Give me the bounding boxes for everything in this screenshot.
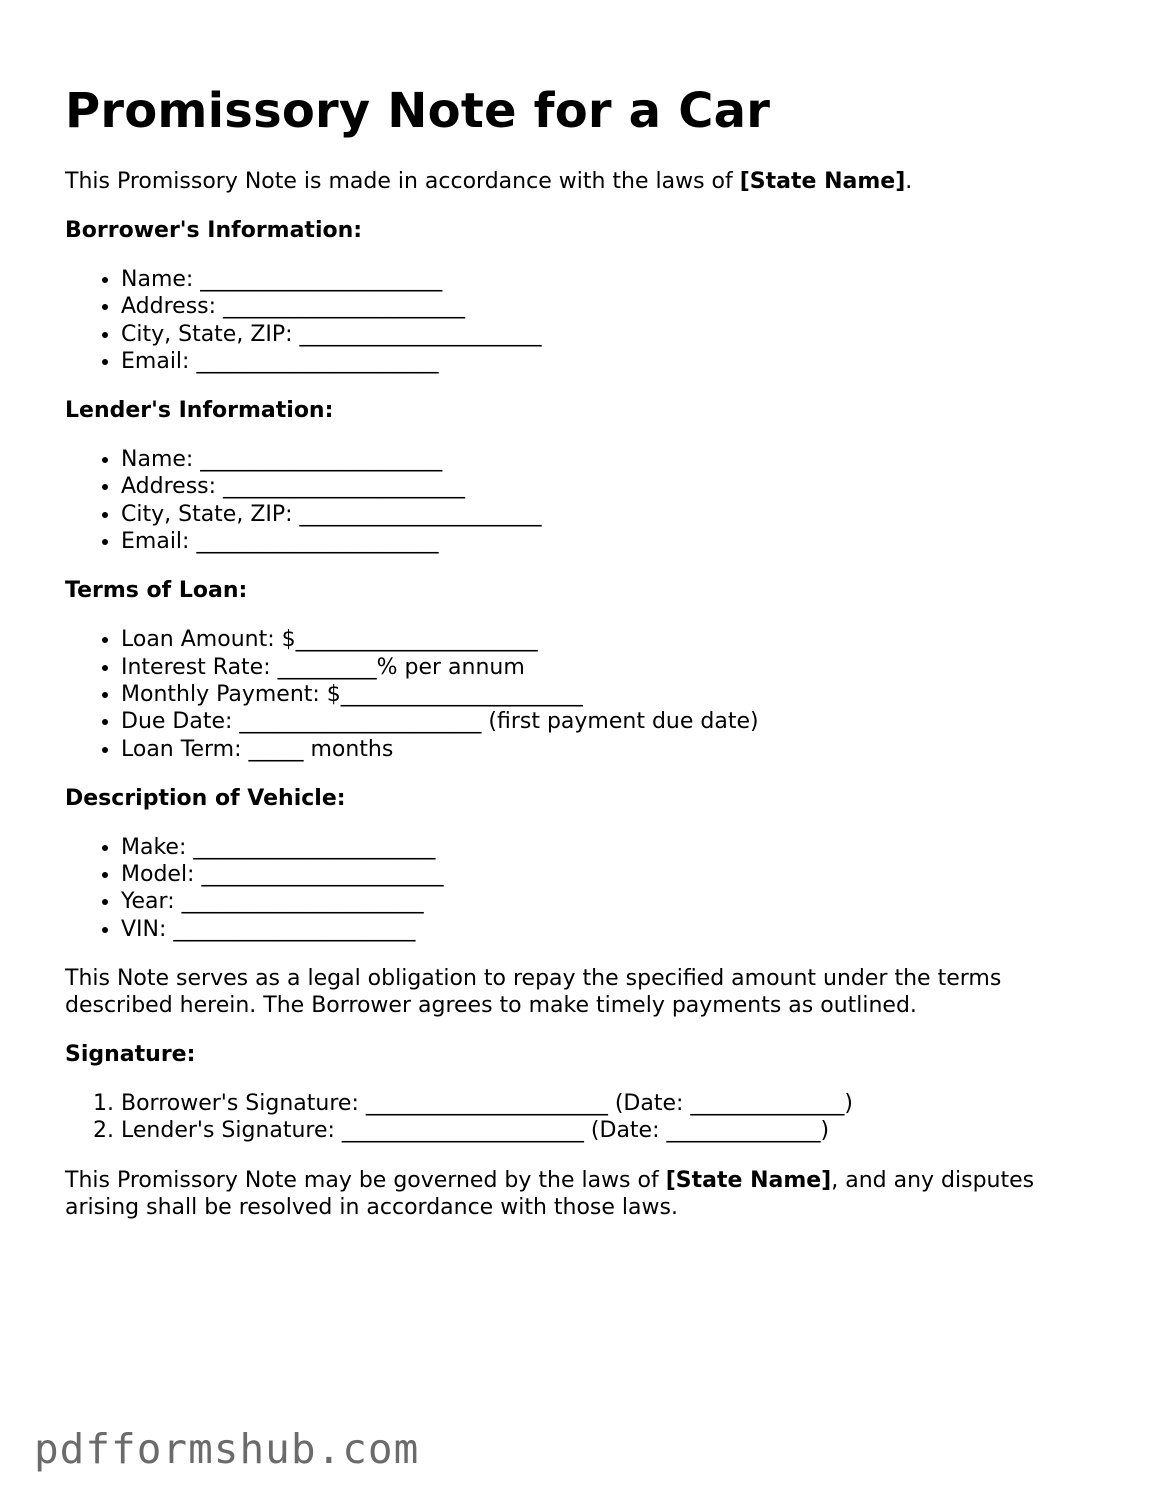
intro-state-placeholder: [State Name]	[739, 169, 906, 194]
vehicle-year-field: • Year: ______________________	[121, 888, 1105, 915]
obligation-paragraph: This Note serves as a legal obligation to repay the specified amount under the terms described herein. The Borrower agrees to make timely payments as outlined.	[65, 966, 1002, 1019]
governing-law-paragraph	[65, 1167, 1105, 1221]
vehicle-make-field: • Make: ______________________	[121, 834, 1105, 861]
signature-heading: Signature:	[65, 1042, 196, 1068]
borrower-address-field: • Address: ______________________	[121, 293, 1105, 320]
loan-term-field: • Loan Term: _____ months	[121, 736, 1105, 763]
borrower-heading: Borrower's Information:	[65, 218, 363, 243]
terms-list	[65, 626, 1105, 762]
signature-list	[65, 1090, 1105, 1145]
lender-name-field: • Name: ______________________	[121, 446, 1105, 473]
document	[65, 82, 1105, 1221]
borrower-list	[65, 266, 1105, 375]
governing-text: This Promissory Note may be governed by the laws of	[65, 1167, 666, 1193]
watermark: pdfformshub.com	[34, 1425, 420, 1473]
terms-heading: Terms of Loan:	[65, 578, 248, 604]
lender-list	[65, 446, 1105, 555]
lender-heading: Lender's Information:	[65, 398, 334, 424]
vehicle-heading: Description of Vehicle:	[65, 785, 346, 811]
governing-end: , and any disputes arising shall be resolved in accordance with those laws.	[65, 1167, 1035, 1220]
borrower-email-field: • Email: ______________________	[121, 348, 1105, 375]
loan-amount-field: • Loan Amount: $______________________	[121, 626, 1105, 653]
borrower-city-state-zip-field: • City, State, ZIP: ______________________	[121, 321, 1105, 348]
lender-signature-field: 2. Lender's Signature: ______________________ (Date: ______________)	[121, 1117, 1105, 1144]
lender-address-field: • Address: ______________________	[121, 473, 1105, 500]
vehicle-list	[65, 834, 1105, 943]
intro-end: .	[905, 169, 913, 194]
monthly-payment-field: • Monthly Payment: $______________________	[121, 681, 1105, 708]
governing-state-placeholder: [State Name]	[665, 1167, 832, 1193]
due-date-field: • Due Date: ______________________ (first payment due date)	[121, 708, 1105, 735]
lender-city-state-zip-field: • City, State, ZIP: ______________________	[121, 501, 1105, 528]
intro-paragraph	[65, 168, 1105, 195]
vehicle-model-field: • Model: ______________________	[121, 861, 1105, 888]
lender-email-field: • Email: ______________________	[121, 528, 1105, 555]
document-title: Promissory Note for a Car	[65, 83, 771, 139]
interest-rate-field: • Interest Rate: _________% per annum	[121, 654, 1105, 681]
vehicle-vin-field: • VIN: ______________________	[121, 916, 1105, 943]
intro-text: This Promissory Note is made in accordance with the laws of	[65, 169, 740, 194]
borrower-signature-field: 1. Borrower's Signature: ______________________ (Date: ______________)	[121, 1090, 1105, 1117]
borrower-name-field: • Name: ______________________	[121, 266, 1105, 293]
